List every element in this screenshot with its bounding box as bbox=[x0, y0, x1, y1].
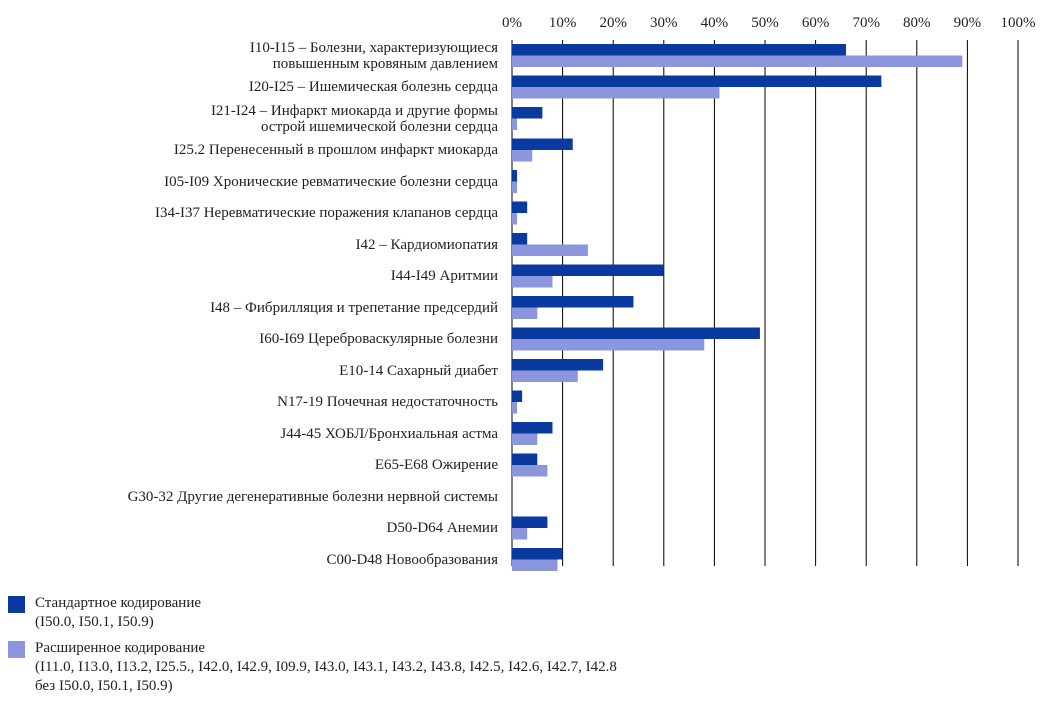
bar-extended bbox=[512, 371, 578, 383]
category-label bbox=[18, 331, 498, 347]
bar-standard bbox=[512, 76, 881, 88]
bar-standard bbox=[512, 391, 522, 403]
category-label bbox=[18, 300, 498, 316]
category-label bbox=[18, 394, 498, 410]
bar-extended bbox=[512, 119, 517, 131]
legend-standard-codes: (I50.0, I50.1, I50.9) bbox=[35, 614, 154, 630]
bar-extended bbox=[512, 150, 532, 162]
category-label-line: повышенным кровяным давлением bbox=[272, 55, 498, 72]
category-label bbox=[18, 426, 498, 442]
bar-standard bbox=[512, 296, 633, 308]
bar-extended bbox=[512, 402, 517, 414]
legend-extended-exclusions: без I50.0, I50.1, I50.9) bbox=[35, 678, 173, 694]
category-label-line: острой ишемической болезни сердца bbox=[261, 118, 498, 135]
bar-extended bbox=[512, 245, 588, 257]
bar-extended bbox=[512, 560, 558, 572]
category-label bbox=[18, 142, 498, 158]
x-tick-label: 50% bbox=[751, 15, 779, 31]
category-label-line: G30-32 Другие дегенеративные болезни нервной системы bbox=[127, 488, 498, 505]
category-label bbox=[18, 489, 498, 505]
category-label-line: I25.2 Перенесенный в прошлом инфаркт миокарда bbox=[173, 142, 498, 158]
bar-standard bbox=[512, 107, 542, 119]
bar-extended bbox=[512, 56, 962, 68]
bar-extended bbox=[512, 182, 517, 194]
x-tick-label: 20% bbox=[599, 15, 627, 31]
bar-extended bbox=[512, 276, 552, 288]
category-label-line: I10-I15 – Болезни, характеризующиеся bbox=[249, 39, 498, 56]
x-tick-label: 90% bbox=[953, 15, 982, 31]
category-label-line: I48 – Фибрилляция и трепетание предсердий bbox=[210, 299, 498, 316]
bar-standard bbox=[512, 328, 760, 340]
bar-standard bbox=[512, 548, 563, 560]
bar-standard bbox=[512, 454, 537, 466]
x-tick-label: 10% bbox=[548, 15, 577, 31]
category-label-line: C00-D48 Новообразования bbox=[326, 551, 498, 568]
bar-extended bbox=[512, 528, 527, 540]
legend-swatch-extended bbox=[8, 641, 25, 658]
category-label bbox=[18, 40, 498, 72]
category-label bbox=[18, 205, 498, 221]
bar-standard bbox=[512, 265, 664, 277]
bar-standard bbox=[512, 422, 552, 434]
bar-extended bbox=[512, 434, 537, 446]
bar-standard bbox=[512, 44, 846, 56]
bar-extended bbox=[512, 87, 719, 99]
category-label-line: I21-I24 – Инфаркт миокарда и другие формы bbox=[210, 102, 498, 119]
category-label-line: D50-D64 Анемии bbox=[386, 520, 498, 536]
legend-standard-title: Стандартное кодирование bbox=[35, 595, 202, 611]
bar-standard bbox=[512, 517, 547, 529]
category-label bbox=[18, 457, 498, 473]
category-label-line: I60-I69 Цереброваскулярные болезни bbox=[259, 331, 498, 347]
category-label bbox=[18, 363, 498, 379]
category-label bbox=[18, 174, 498, 190]
bar-extended bbox=[512, 308, 537, 320]
x-tick-label: 30% bbox=[650, 15, 678, 31]
category-label bbox=[18, 520, 498, 536]
legend-extended-codes: (I11.0, I13.0, I13.2, I25.5., I42.0, I42.9, I09.9, I43.0, I43.1, I43.2, I43.8, I42.5, I42.6, I42.7, I42.8 bbox=[35, 659, 617, 675]
x-tick-label: 60% bbox=[801, 15, 830, 31]
legend-swatch-standard bbox=[8, 596, 25, 613]
bar-standard bbox=[512, 139, 573, 151]
bar-extended bbox=[512, 465, 547, 477]
bar-extended bbox=[512, 213, 517, 225]
category-label-line: I20-I25 – Ишемическая болезнь сердца bbox=[248, 79, 498, 95]
category-label bbox=[18, 79, 498, 95]
bar-standard bbox=[512, 359, 603, 371]
bar-standard bbox=[512, 170, 517, 182]
category-label-line: I34-I37 Неревматические поражения клапанов сердца bbox=[154, 205, 498, 221]
category-label bbox=[18, 237, 498, 253]
x-tick-label: 100% bbox=[1000, 15, 1036, 31]
x-tick-label: 40% bbox=[700, 15, 729, 31]
legend-extended-title: Расширенное кодирование bbox=[35, 640, 206, 656]
category-label bbox=[18, 268, 498, 284]
category-label-line: E10-14 Сахарный диабет bbox=[339, 362, 498, 379]
category-label-line: E65-E68 Ожирение bbox=[374, 457, 498, 473]
category-label-line: I05-I09 Хронические ревматические болезни сердца bbox=[164, 173, 498, 190]
bar-standard bbox=[512, 233, 527, 245]
x-tick-label: 70% bbox=[852, 15, 880, 31]
category-label bbox=[18, 103, 498, 135]
category-label-line: I44-I49 Аритмии bbox=[390, 268, 498, 284]
category-label-line: I42 – Кардиомиопатия bbox=[355, 236, 498, 253]
category-label bbox=[18, 552, 498, 568]
x-tick-label: 0% bbox=[502, 15, 522, 31]
x-tick-label: 80% bbox=[903, 15, 931, 31]
category-label-line: J44-45 ХОБЛ/Бронхиальная астма bbox=[280, 425, 498, 442]
bar-extended bbox=[512, 339, 704, 351]
bar-standard bbox=[512, 202, 527, 214]
category-label-line: N17-19 Почечная недостаточность bbox=[277, 394, 498, 410]
